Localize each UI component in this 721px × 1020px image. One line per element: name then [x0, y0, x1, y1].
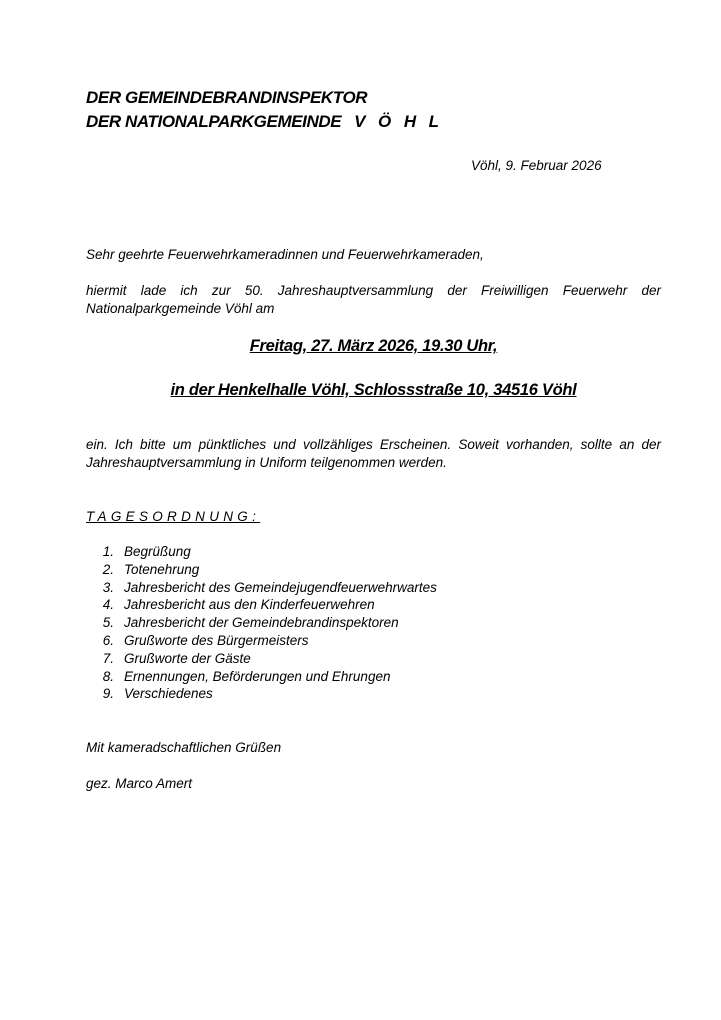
- agenda-item: [86, 579, 437, 597]
- agenda-item-number: 1.: [102, 544, 114, 559]
- agenda-item-text: Jahresbericht aus den Kinderfeuerwehren: [124, 597, 375, 613]
- signature: gez. Marco Amert: [86, 776, 193, 791]
- agenda-item-text: Grußworte der Gäste: [124, 650, 251, 666]
- agenda-item-number: 7.: [102, 650, 114, 666]
- agenda-item: [86, 632, 309, 650]
- agenda-item-number: 4.: [102, 597, 114, 613]
- agenda-item-text: Jahresbericht der Gemeindebrandinspektoren: [124, 615, 399, 631]
- salutation: Sehr geehrte Feuerwehrkameradinnen und Feuerwehrkameraden,: [86, 247, 484, 262]
- agenda-item: [86, 614, 399, 632]
- agenda-item-number: 3.: [102, 579, 114, 595]
- agenda-item-number: 8.: [102, 668, 114, 684]
- agenda-list: [86, 543, 437, 703]
- agenda-item-text: Begrüßung: [124, 544, 191, 559]
- event-date: Freitag, 27. März 2026, 19.30 Uhr,: [249, 337, 498, 355]
- agenda-item-number: 2.: [102, 561, 114, 577]
- agenda-item: [86, 668, 391, 686]
- letter-date: Vöhl, 9. Februar 2026: [471, 158, 602, 173]
- agenda-item-text: Ernennungen, Beförderungen und Ehrungen: [124, 668, 391, 684]
- agenda-item: [86, 596, 375, 614]
- agenda-item-number: 6.: [102, 632, 114, 648]
- agenda-item: [86, 650, 251, 668]
- invitation-intro: hiermit lade ich zur 50. Jahreshauptversammlung der Freiwilligen Feuerwehr der Nationalparkgemeinde Vöhl am: [86, 283, 661, 316]
- agenda-item-text: Totenehrung: [124, 561, 200, 577]
- sender-title: DER GEMEINDEBRANDINSPEKTOR: [86, 88, 368, 107]
- attendance-request: ein. Ich bitte um pünktliches und vollzähliges Erscheinen. Soweit vorhanden, sollte an der Jahreshauptversammlung in Uniform teilgenommen werden.: [86, 437, 661, 470]
- agenda-heading: TAGESORDNUNG:: [86, 509, 261, 524]
- event-location: in der Henkelhalle Vöhl, Schlossstraße 10, 34516 Vöhl: [170, 381, 577, 399]
- agenda-item-number: 5.: [102, 615, 114, 631]
- agenda-item-text: Jahresbericht des Gemeindejugendfeuerwehrwartes: [124, 579, 437, 595]
- agenda-item: [86, 543, 191, 561]
- agenda-item-text: Grußworte des Bürgermeisters: [124, 632, 309, 648]
- agenda-item-text: Verschiedenes: [124, 686, 213, 702]
- agenda-item-number: 9.: [102, 686, 114, 702]
- closing-greeting: Mit kameradschaftlichen Grüßen: [86, 740, 282, 755]
- agenda-item: [86, 561, 200, 579]
- agenda-item: [86, 685, 213, 703]
- sender-organization: DER NATIONALPARKGEMEINDE V Ö H L: [86, 112, 439, 131]
